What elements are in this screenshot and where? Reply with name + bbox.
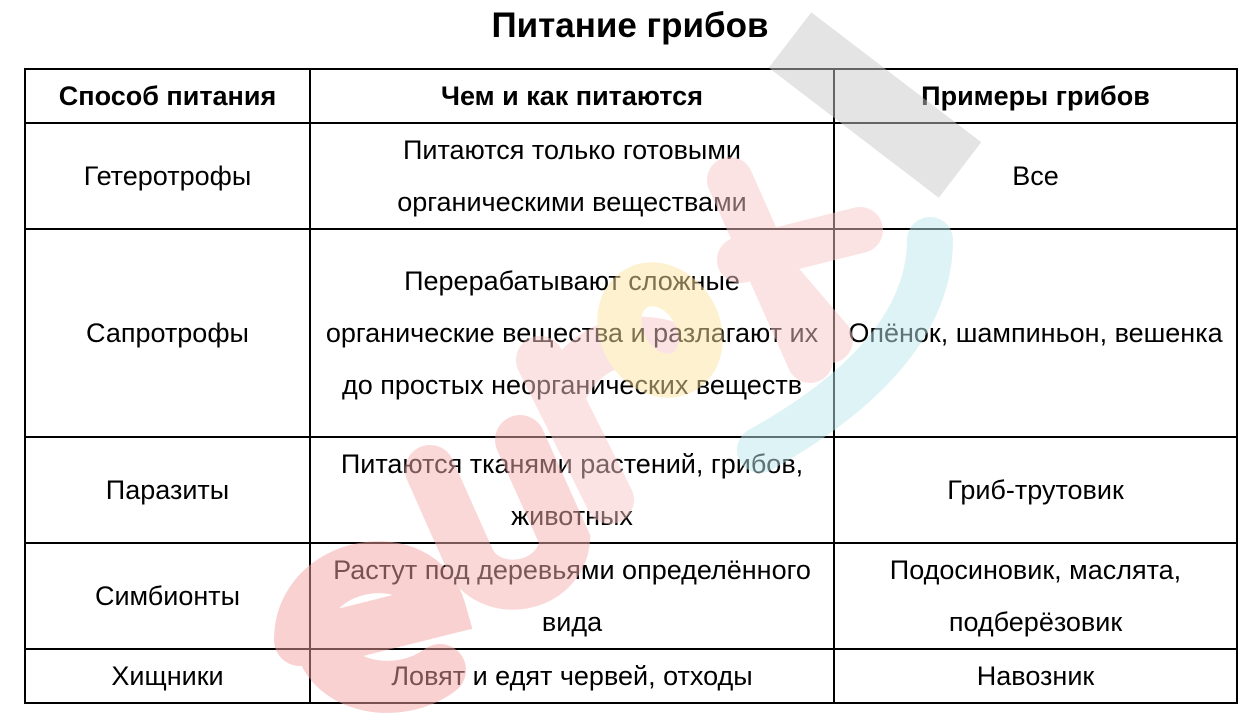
table-header-row bbox=[25, 69, 1237, 123]
table-row bbox=[25, 123, 1237, 229]
cell-examples: Все bbox=[834, 123, 1237, 229]
table-row bbox=[25, 437, 1237, 543]
cell-description: Питаются только готовыми органическими веществами bbox=[310, 123, 834, 229]
cell-method: Сапротрофы bbox=[25, 229, 310, 437]
page-title: Питание грибов bbox=[491, 6, 769, 45]
cell-method: Гетеротрофы bbox=[25, 123, 310, 229]
cell-method: Паразиты bbox=[25, 437, 310, 543]
cell-examples: Опёнок, шампиньон, вешенка bbox=[834, 229, 1237, 437]
cell-method: Хищники bbox=[25, 649, 310, 703]
column-header-examples: Примеры грибов bbox=[834, 69, 1237, 123]
cell-examples: Подосиновик, маслята, подберёзовик bbox=[834, 543, 1237, 649]
table-row bbox=[25, 229, 1237, 437]
column-header-description: Чем и как питаются bbox=[310, 69, 834, 123]
nutrition-table bbox=[24, 68, 1238, 704]
cell-description: Питаются тканями растений, грибов, животных bbox=[310, 437, 834, 543]
cell-description: Ловят и едят червей, отходы bbox=[310, 649, 834, 703]
table-row bbox=[25, 543, 1237, 649]
cell-method: Симбионты bbox=[25, 543, 310, 649]
cell-description: Растут под деревьями определённого вида bbox=[310, 543, 834, 649]
cell-description: Перерабатывают сложные органические вещества и разлагают их до простых неорганических веществ bbox=[310, 229, 834, 437]
table-row bbox=[25, 649, 1237, 703]
cell-examples: Навозник bbox=[834, 649, 1237, 703]
cell-examples: Гриб-трутовик bbox=[834, 437, 1237, 543]
column-header-method: Способ питания bbox=[25, 69, 310, 123]
